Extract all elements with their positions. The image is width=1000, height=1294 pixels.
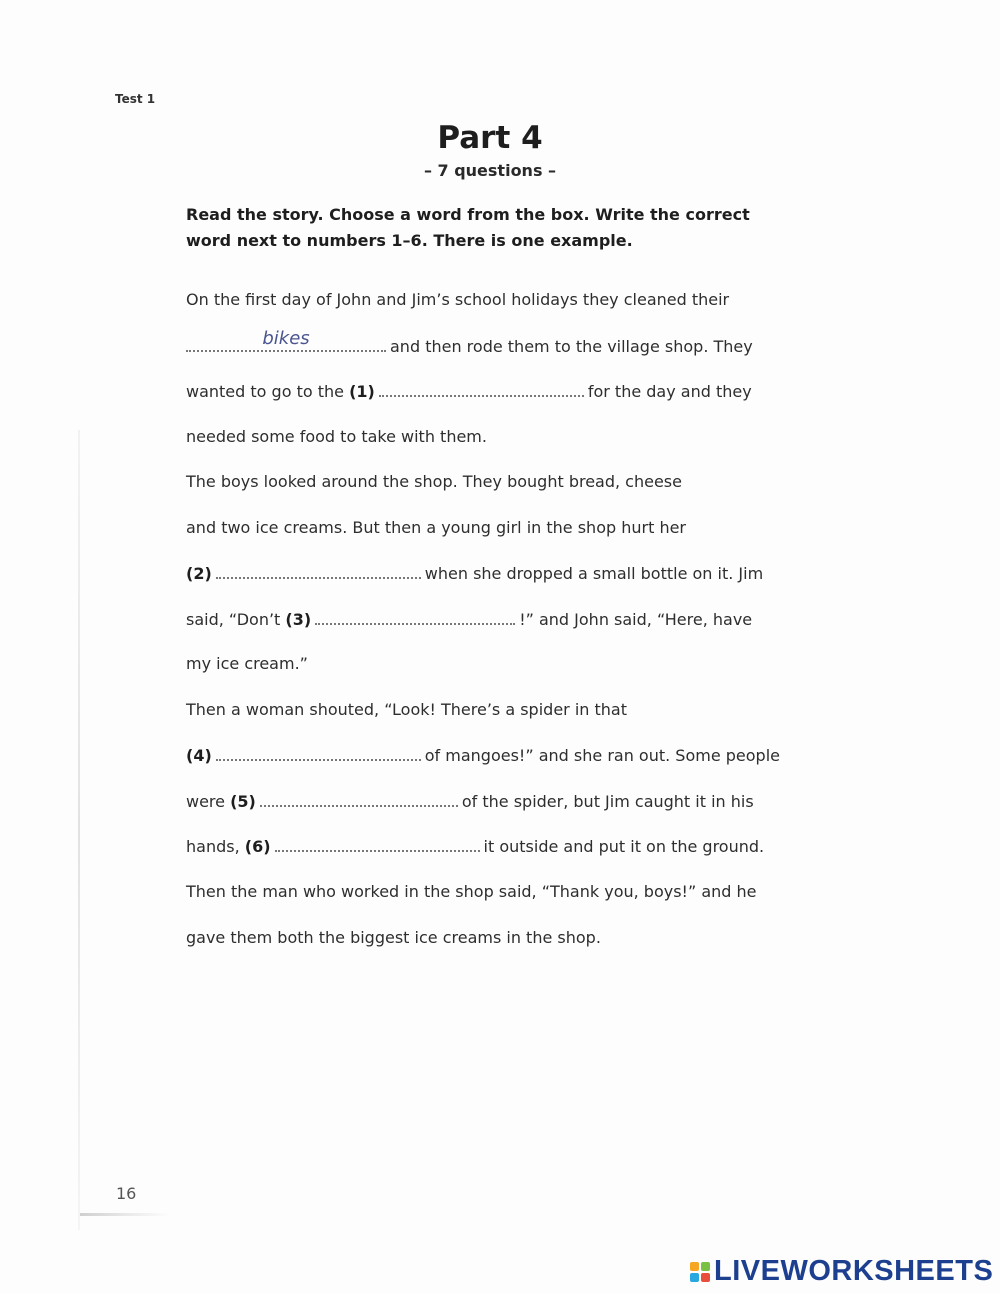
instructions-line-2: word next to numbers 1–6. There is one example. (186, 231, 633, 250)
question-number-1: (1) (349, 382, 375, 401)
logo-square (690, 1262, 699, 1271)
liveworksheets-logo-icon (690, 1262, 710, 1282)
story-line-9: my ice cream.” (186, 654, 308, 673)
test-label: Test 1 (115, 92, 156, 106)
question-number-5: (5) (230, 792, 256, 811)
page-edge (78, 430, 80, 1230)
story-line-14: Then the man who worked in the shop said, “Thank you, boys!” and he (186, 882, 757, 901)
story-line-2: bikes and then rode them to the village shop. They (186, 336, 753, 356)
answer-gap-3 (315, 609, 515, 625)
story-line-13: hands, (6) it outside and put it on the ground. (186, 836, 764, 856)
question-number-3: (3) (285, 610, 312, 629)
answer-input-5[interactable] (260, 783, 458, 805)
story-line-7: (2) when she dropped a small bottle on it. Jim (186, 563, 763, 583)
logo-square (701, 1262, 710, 1271)
story-line-11: (4) of mangoes!” and she ran out. Some people (186, 745, 780, 765)
example-answer: bikes (262, 328, 310, 349)
story-line-10: Then a woman shouted, “Look! There’s a spider in that (186, 700, 627, 719)
story-line-5: The boys looked around the shop. They bought bread, cheese (186, 472, 682, 491)
answer-input-6[interactable] (275, 828, 480, 850)
answer-input-1[interactable] (379, 373, 584, 395)
story-line-1: On the first day of John and Jim’s school holidays they cleaned their (186, 290, 730, 309)
answer-gap-4 (216, 745, 421, 761)
answer-gap-1 (379, 381, 584, 397)
footer-rule (80, 1213, 170, 1216)
logo-square (701, 1273, 710, 1282)
logo-square (690, 1273, 699, 1282)
story-line-8: said, “Don’t (3) !” and John said, “Here, have (186, 609, 752, 629)
story-line-4: needed some food to take with them. (186, 427, 487, 446)
brand-name: LIVEWORKSHEETS (714, 1255, 994, 1287)
page-number: 16 (116, 1184, 137, 1203)
story-line-12: were (5) of the spider, but Jim caught it in his (186, 791, 754, 811)
story-line-15: gave them both the biggest ice creams in the shop. (186, 928, 601, 947)
story-line-3: wanted to go to the (1) for the day and they (186, 381, 752, 401)
liveworksheets-brand[interactable] (690, 1255, 993, 1288)
answer-gap-5 (260, 791, 458, 807)
part-title: Part 4 (437, 120, 543, 156)
answer-gap-6 (275, 836, 480, 852)
answer-input-2[interactable] (216, 555, 421, 577)
instructions-line-1: Read the story. Choose a word from the box. Write the correct (186, 205, 750, 224)
question-number-4: (4) (186, 746, 212, 765)
example-gap (186, 328, 386, 352)
answer-gap-2 (216, 563, 421, 579)
answer-input-4[interactable] (216, 737, 421, 759)
story-line-6: and two ice creams. But then a young girl in the shop hurt her (186, 518, 687, 537)
question-number-2: (2) (186, 564, 212, 583)
part-subtitle: – 7 questions – (423, 161, 557, 180)
answer-input-3[interactable] (315, 601, 515, 623)
question-number-6: (6) (244, 837, 271, 856)
instructions (186, 202, 786, 254)
